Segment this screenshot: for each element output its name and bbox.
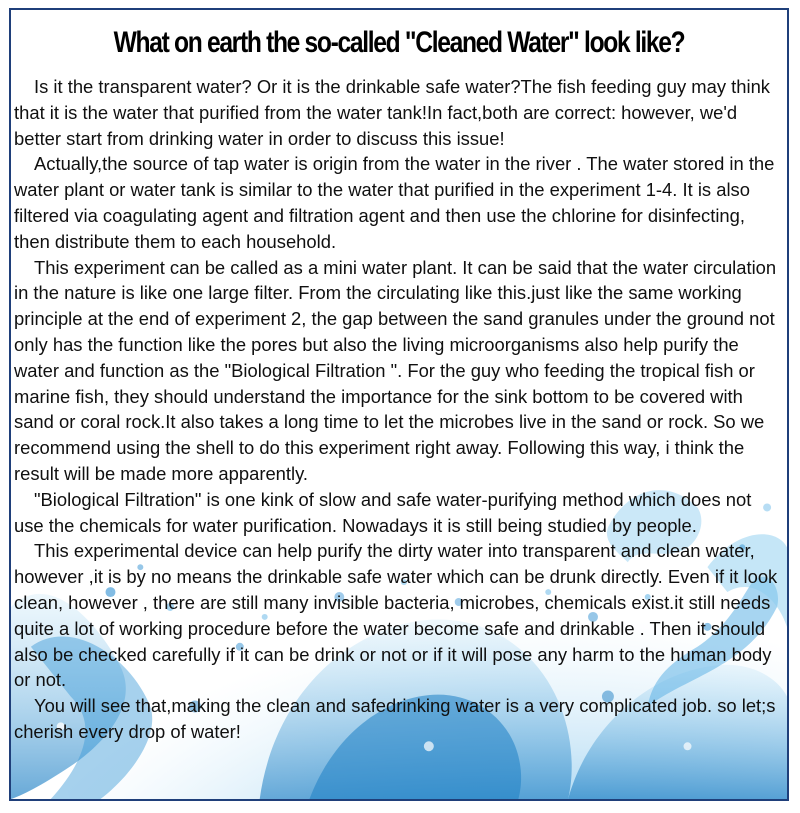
article-content bbox=[11, 10, 787, 745]
document-frame bbox=[9, 8, 789, 801]
paragraph: This experimental device can help purify the dirty water into transparent and clean water, however ,it is by no means the drinkable safe water which can be drunk directly. Even if it look clean, however , there are still many invisible bacteria, microbes, chemicals exist.it still needs quite a lot of working procedure before the water become safe and drinkable . Then it should also be checked carefully if it can be drink or not or if it will pose any harm to the human body or not. bbox=[14, 540, 778, 691]
paragraph: "Biological Filtration" is one kink of slow and safe water-purifying method which does not use the chemicals for water purification. Nowadays it is still being studied by people. bbox=[14, 488, 752, 536]
paragraph: Is it the transparent water? Or it is the drinkable safe water?The fish feeding guy may think that it is the water that purified from the water tank!In fact,both are correct: however, we'd better start from drinking water in order to discuss this issue! bbox=[14, 76, 770, 149]
paragraph: This experiment can be called as a mini water plant. It can be said that the water circulation in the nature is like one large filter. From the circulating like this.just like the same working principle at the end of experiment 2, the gap between the sand granules under the ground not only has the function like the pores but also the living microorganisms also help purify the water and function as the "Biological Filtration ". For the guy who feeding the tropical fish or marine fish, they should understand the importance for the sink bottom to be covered with sand or coral rock.It also takes a long time to let the microbes live in the sand or rock. So we recommend using the shell to do this experiment right away. Following this way, i think the result will be made more apparently. bbox=[14, 256, 777, 484]
paragraph: Actually,the source of tap water is origin from the water in the river . The water stored in the water plant or water tank is similar to the water that purified in the experiment 1-4. It is also filtered via coagulating agent and filtration agent and then use the chlorine for disinfecting, then distribute them to each household. bbox=[14, 153, 775, 252]
article-title: What on earth the so-called "Cleaned Water" look like? bbox=[113, 26, 685, 59]
paragraph: You will see that,making the clean and safedrinking water is a very complicated job. so let;s cherish every drop of water! bbox=[14, 695, 776, 742]
article-body bbox=[11, 74, 787, 745]
